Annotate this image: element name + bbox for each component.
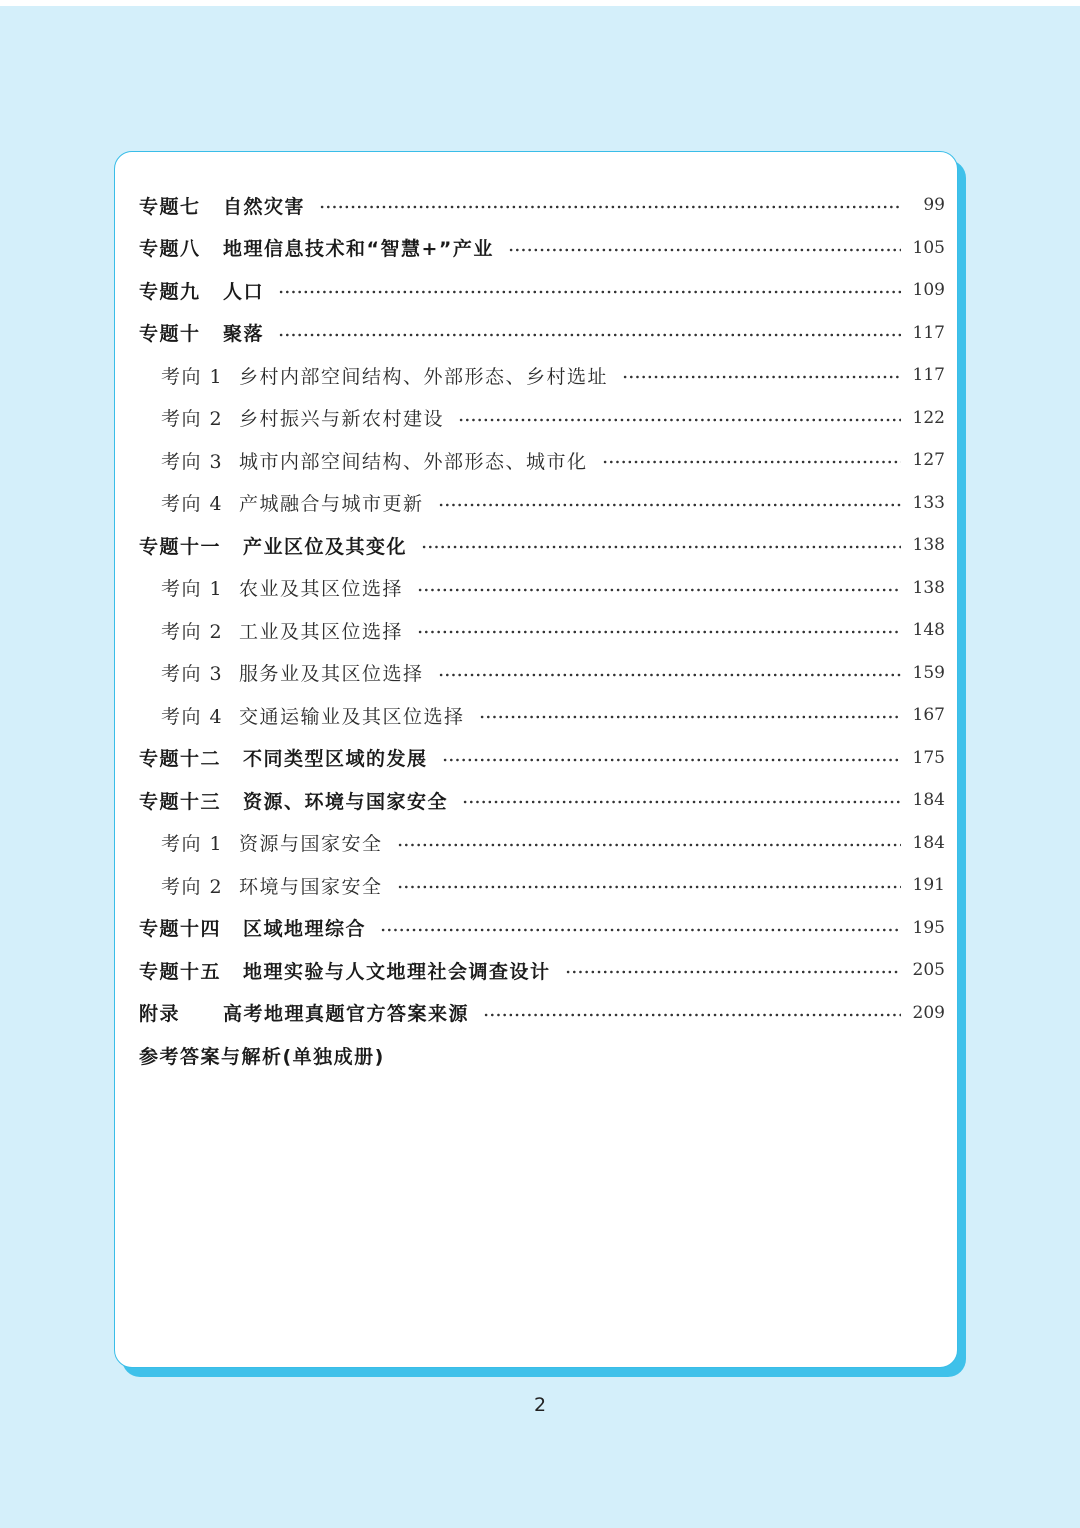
toc-entry-label: [161, 574, 403, 601]
toc-entry-page: 127: [912, 450, 945, 471]
toc-entry-page: 117: [912, 365, 945, 386]
dot-leader: [479, 715, 901, 719]
toc-entry-label: [161, 872, 383, 899]
dot-leader: [622, 375, 901, 379]
toc-entry-page: 195: [912, 917, 945, 938]
toc-entry-prefix: 考向 4: [161, 493, 224, 516]
dot-leader: [565, 970, 901, 974]
dot-leader: [319, 205, 901, 209]
toc-entry-label: [161, 702, 465, 729]
toc-entry-title: 参考答案与解析(单独成册): [139, 1045, 385, 1068]
toc-entry-prefix: 专题十: [139, 323, 201, 346]
table-of-contents: [139, 184, 945, 1077]
toc-entry-prefix: 考向 2: [161, 620, 224, 643]
dot-leader: [421, 545, 901, 549]
toc-entry-label: [161, 617, 403, 644]
toc-entry-title: 工业及其区位选择: [239, 620, 404, 643]
toc-entry-title: 人口: [223, 280, 265, 303]
toc-entry-title: 服务业及其区位选择: [239, 663, 424, 686]
toc-entry-title: 地理信息技术和“智慧+”产业: [223, 238, 494, 261]
toc-entry-label: [139, 1042, 385, 1069]
toc-entry-page: 105: [912, 237, 945, 258]
toc-entry[interactable]: [139, 609, 945, 652]
toc-entry-title: 高考地理真题官方答案来源: [223, 1003, 470, 1026]
toc-entry-prefix: 考向 3: [161, 663, 224, 686]
dot-leader: [278, 290, 901, 294]
toc-entry[interactable]: [139, 864, 945, 907]
toc-entry-label: [139, 914, 366, 941]
toc-entry-page: 133: [912, 492, 945, 513]
toc-entry-prefix: 专题十三: [139, 790, 222, 813]
toc-entry[interactable]: [139, 567, 945, 610]
toc-entry-prefix: 考向 3: [161, 450, 224, 473]
toc-entry-label: [139, 532, 407, 559]
toc-entry-prefix: 专题十一: [139, 535, 222, 558]
toc-entry-page: 117: [912, 322, 945, 343]
toc-entry-label: [139, 999, 469, 1026]
toc-entry-page: 138: [912, 535, 945, 556]
toc-entry-title: 产业区位及其变化: [243, 535, 408, 558]
toc-entry-label: [139, 192, 305, 219]
toc-entry[interactable]: [139, 737, 945, 780]
toc-entry-prefix: 考向 2: [161, 875, 224, 898]
toc-entry-title: 区域地理综合: [243, 918, 367, 941]
toc-entry-title: 聚落: [223, 323, 265, 346]
toc-entry[interactable]: [139, 312, 945, 355]
dot-leader: [438, 673, 901, 677]
dot-leader: [417, 588, 901, 592]
toc-entry-page: 99: [923, 195, 945, 216]
toc-entry[interactable]: [139, 949, 945, 992]
toc-entry-prefix: 专题八: [139, 238, 201, 261]
toc-entry-page: 184: [912, 790, 945, 811]
toc-entry-prefix: 专题十五: [139, 960, 222, 983]
toc-entry[interactable]: [139, 439, 945, 482]
toc-entry-prefix: 附录: [139, 1003, 181, 1026]
toc-entry-page: 148: [912, 620, 945, 641]
toc-entry[interactable]: [139, 694, 945, 737]
toc-entry-title: 地理实验与人文地理社会调查设计: [243, 960, 551, 983]
dot-leader: [462, 800, 901, 804]
dot-leader: [442, 758, 901, 762]
toc-entry-title: 城市内部空间结构、外部形态、城市化: [239, 450, 588, 473]
toc-entry[interactable]: [139, 992, 945, 1035]
toc-entry-label: [139, 277, 264, 304]
toc-entry-page: 109: [912, 280, 945, 301]
toc-entry-label: [161, 489, 424, 516]
toc-entry-label: [139, 787, 448, 814]
dot-leader: [483, 1013, 901, 1017]
dot-leader: [458, 418, 901, 422]
toc-entry[interactable]: [139, 227, 945, 270]
toc-entry-title: 乡村内部空间结构、外部形态、乡村选址: [239, 365, 609, 388]
toc-entry-title: 资源、环境与国家安全: [243, 790, 449, 813]
toc-entry[interactable]: [139, 907, 945, 950]
toc-entry-label: [161, 404, 444, 431]
toc-entry-label: [139, 234, 494, 261]
dot-leader: [438, 503, 901, 507]
toc-entry-prefix: 考向 4: [161, 705, 224, 728]
toc-entry-page: 209: [912, 1002, 945, 1023]
toc-entry-page: 167: [912, 705, 945, 726]
toc-entry-label: [139, 319, 264, 346]
toc-card: [114, 151, 958, 1368]
toc-entry[interactable]: [139, 652, 945, 695]
dot-leader: [602, 460, 901, 464]
toc-entry-title: 农业及其区位选择: [239, 578, 404, 601]
toc-entry[interactable]: [139, 184, 945, 227]
toc-entry-title: 不同类型区域的发展: [243, 748, 428, 771]
toc-entry[interactable]: [139, 397, 945, 440]
toc-entry-title: 交通运输业及其区位选择: [239, 705, 465, 728]
toc-entry-page: 175: [912, 747, 945, 768]
toc-entry-prefix: 考向 1: [161, 365, 224, 388]
toc-entry-page: 138: [912, 577, 945, 598]
toc-entry-title: 环境与国家安全: [239, 875, 383, 898]
toc-entry-label: [139, 744, 428, 771]
toc-entry-page: 184: [912, 832, 945, 853]
toc-entry-page: 122: [912, 407, 945, 428]
toc-entry-prefix: 考向 1: [161, 833, 224, 856]
toc-entry[interactable]: [139, 354, 945, 397]
toc-entry[interactable]: [139, 269, 945, 312]
page-number: 2: [533, 1394, 547, 1416]
toc-entry-prefix: 专题十二: [139, 748, 222, 771]
toc-entry[interactable]: [139, 779, 945, 822]
toc-entry-title: 资源与国家安全: [239, 833, 383, 856]
dot-leader: [380, 928, 901, 932]
toc-entry-label: [161, 362, 608, 389]
toc-entry-page: 191: [912, 875, 945, 896]
toc-entry-page: 205: [912, 960, 945, 981]
dot-leader: [397, 885, 901, 889]
toc-entry-prefix: 考向 2: [161, 408, 224, 431]
toc-entry-prefix: 专题十四: [139, 918, 222, 941]
toc-entry-prefix: 考向 1: [161, 578, 224, 601]
toc-entry[interactable]: [139, 822, 945, 865]
dot-leader: [278, 333, 901, 337]
toc-entry-title: 自然灾害: [223, 195, 306, 218]
toc-entry-label: [161, 659, 424, 686]
toc-entry-prefix: 专题九: [139, 280, 201, 303]
toc-entry-label: [161, 447, 588, 474]
toc-entry-label: [161, 829, 383, 856]
toc-entry-title: 乡村振兴与新农村建设: [239, 408, 445, 431]
toc-entry-label: [139, 957, 551, 984]
toc-entry[interactable]: [139, 524, 945, 567]
dot-leader: [397, 843, 901, 847]
toc-entry[interactable]: [139, 1034, 945, 1077]
dot-leader: [417, 630, 901, 634]
dot-leader: [508, 248, 901, 252]
toc-entry[interactable]: [139, 482, 945, 525]
toc-entry-page: 159: [912, 662, 945, 683]
top-edge-strip: [0, 0, 1080, 6]
toc-entry-title: 产城融合与城市更新: [239, 493, 424, 516]
toc-entry-prefix: 专题七: [139, 195, 201, 218]
